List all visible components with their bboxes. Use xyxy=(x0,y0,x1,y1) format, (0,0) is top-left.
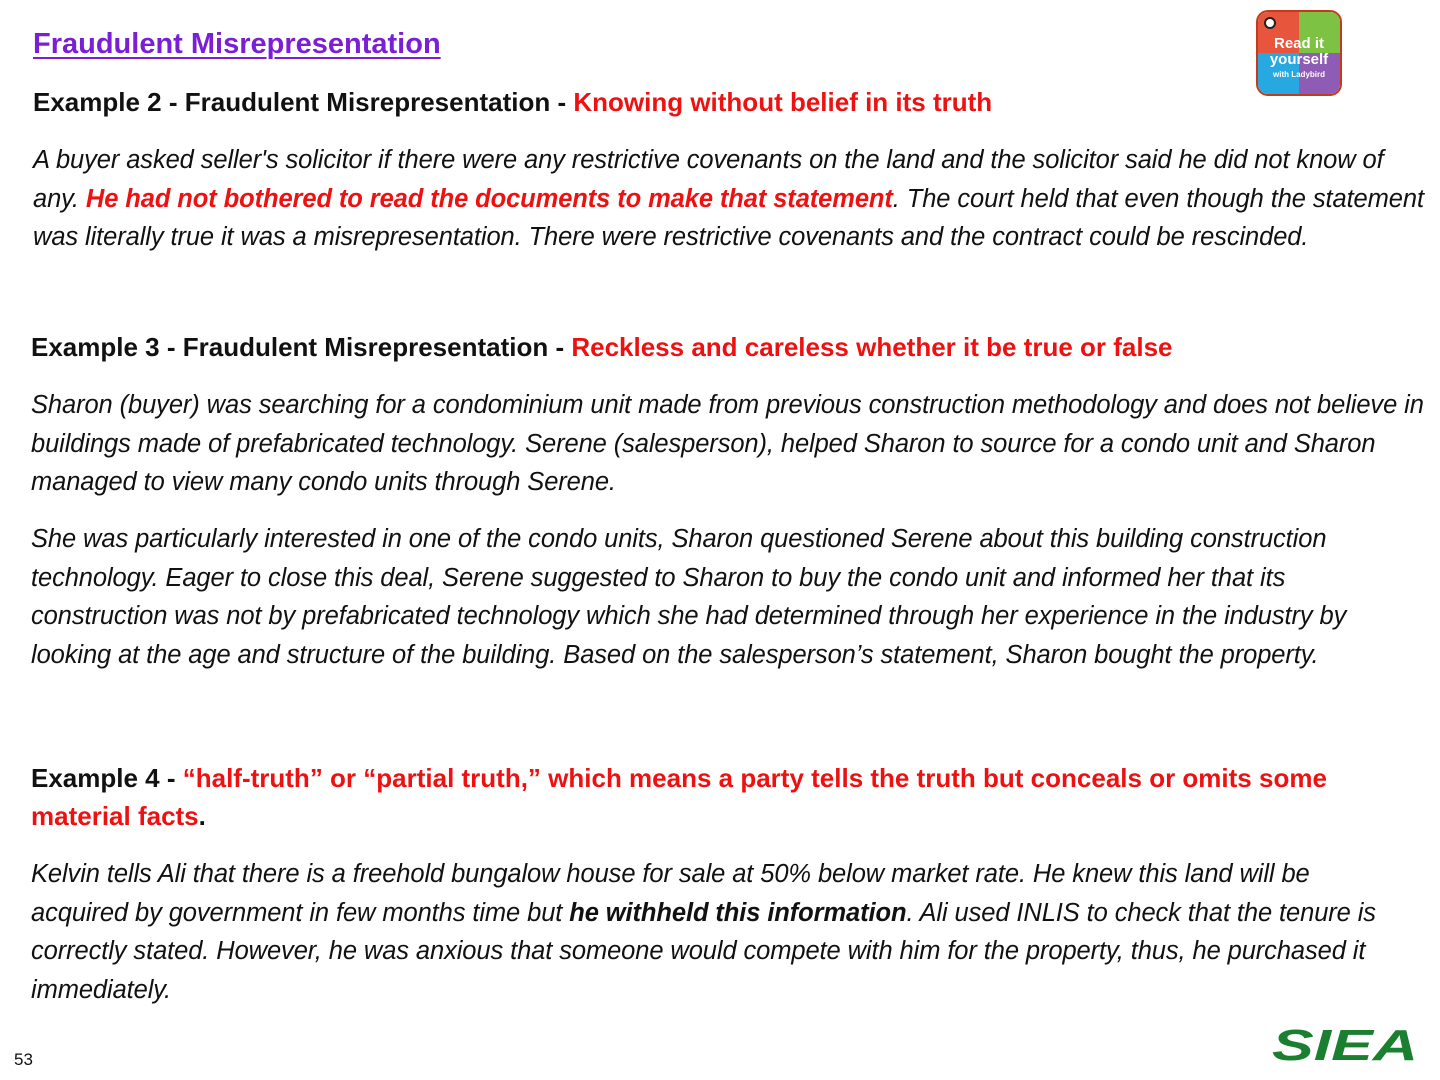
example-4-text-part-b: . Ali used INLIS to check that the tenure is correctly stated. However, he was anxious that someone would compete with him for the property, thus, he purchased it immediately. xyxy=(31,898,1376,1004)
badge-line-1: Read it xyxy=(1273,35,1324,52)
example-4-text-emphasis: he withheld this information xyxy=(569,898,907,927)
example-2-heading-label: Example 2 - Fraudulent Misrepresentation - xyxy=(33,87,574,117)
example-2-text-part-a: A buyer asked seller's solicitor if there were any restrictive covenants on the land and the solicitor said he did not know of any. xyxy=(33,146,1384,213)
example-4-heading-end: . xyxy=(198,801,206,831)
example-2-heading xyxy=(33,83,1413,121)
example-3-paragraph-2: She was particularly interested in one of the condo units, Sharon questioned Serene about this building construction technology. Eager to close this deal, Serene suggested to Sharon to buy the condo unit and informed her that its construction was not by prefabricated technology which she had determined through her experience in the industry by looking at the age and structure of the building. Based on the salesperson’s statement, Sharon bought the property. xyxy=(31,525,1347,669)
example-2-text-part-b: . The court held that even though the statement was literally true it was a misrepresentation. There were restrictive covenants and the contract could be rescinded. xyxy=(33,184,1424,251)
example-4-text xyxy=(31,855,1401,1009)
ladybird-icon xyxy=(1264,17,1276,29)
badge-line-3: with Ladybird xyxy=(1273,70,1325,79)
example-2-text-emphasis: He had not bothered to read the documents to make that statement xyxy=(85,184,893,213)
page-number: 53 xyxy=(14,1050,33,1069)
slide-title: Fraudulent Misrepresentation xyxy=(33,28,441,60)
example-3-heading xyxy=(31,328,1411,366)
example-3-paragraph-1: Sharon (buyer) was searching for a condominium unit made from previous construction methodology and does not believe in buildings made of prefabricated technology. Serene (salesperson), helped Sharon to source for a condo unit and Sharon managed to view many condo units through Serene. xyxy=(31,391,1424,496)
siea-logo xyxy=(1270,1022,1420,1066)
example-2-text xyxy=(33,141,1428,257)
badge-line-2: yourself xyxy=(1269,51,1329,68)
example-4-heading-highlight: “half-truth” or “partial truth,” which means a party tells the truth but conceals or omits some material facts xyxy=(31,763,1327,831)
example-3-heading-highlight: Reckless and careless whether it be true or false xyxy=(571,332,1173,362)
example-4-text-part-a: Kelvin tells Ali that there is a freehold bungalow house for sale at 50% below market rate. He knew this land will be acquired by government in few months time but xyxy=(31,860,1310,927)
example-3-heading-label: Example 3 - Fraudulent Misrepresentation - xyxy=(31,332,572,362)
example-4-heading xyxy=(31,759,1371,835)
example-2-heading-highlight: Knowing without belief in its truth xyxy=(573,87,993,117)
example-4-heading-label: Example 4 - xyxy=(31,763,183,793)
siea-logo-text: SIEA xyxy=(1272,1022,1418,1066)
